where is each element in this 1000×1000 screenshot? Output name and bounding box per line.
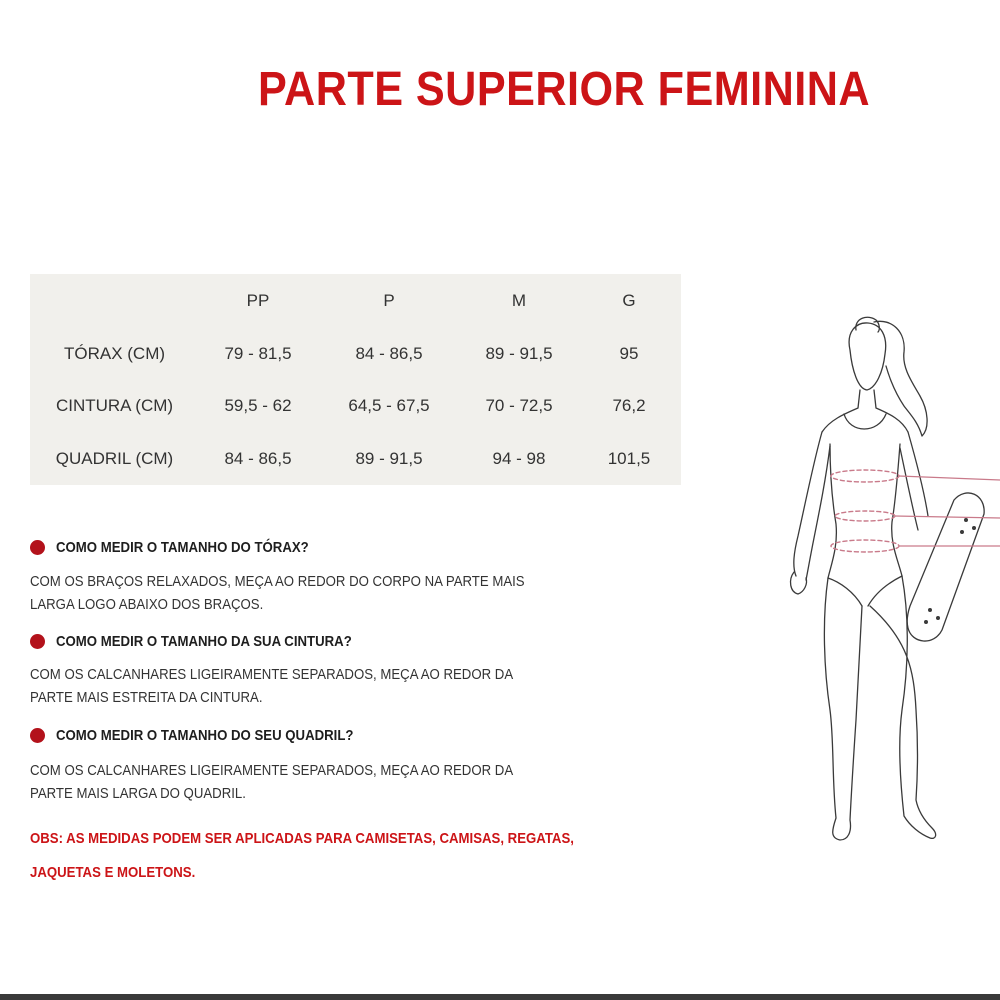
obs-line: OBS: AS MEDIDAS PODEM SER APLICADAS PARA CAMISETAS, CAMISAS, REGATAS, — [30, 830, 574, 847]
guide-question: COMO MEDIR O TAMANHO DA SUA CINTURA? — [56, 633, 352, 650]
guide-cintura-heading — [30, 633, 392, 650]
body-measurement-illustration — [770, 310, 1000, 850]
guide-answer-line: PARTE MAIS LARGA DO QUADRIL. — [30, 785, 246, 802]
left-leg — [824, 578, 862, 840]
measurement-lines — [831, 470, 899, 552]
ponytail — [874, 321, 927, 436]
size-header-p: P — [383, 290, 395, 310]
table-cell: 101,5 — [607, 448, 651, 468]
size-chart-table — [30, 274, 681, 485]
table-row — [30, 328, 681, 380]
skateboard-icon — [907, 493, 984, 641]
waist-measure-line — [835, 511, 895, 521]
chest-measure-line — [831, 470, 899, 482]
table-cell: 89 - 91,5 — [355, 448, 423, 468]
table-corner-cell — [30, 274, 199, 328]
table-cell: 84 - 86,5 — [355, 343, 423, 363]
guide-torax-answer — [30, 570, 576, 616]
guide-question: COMO MEDIR O TAMANHO DO SEU QUADRIL? — [56, 727, 354, 744]
guide-quadril-answer — [30, 759, 576, 805]
table-cell: 59,5 - 62 — [224, 396, 292, 416]
right-arm — [900, 432, 928, 530]
guide-answer-line: COM OS BRAÇOS RELAXADOS, MEÇA AO REDOR DO CORPO NA PARTE MAIS — [30, 573, 525, 590]
table-header-row — [30, 274, 681, 328]
size-header-m: M — [511, 290, 527, 310]
right-leg — [870, 576, 936, 838]
guide-answer-line: COM OS CALCANHARES LIGEIRAMENTE SEPARADOS, MEÇA AO REDOR DA — [30, 666, 514, 683]
size-header-pp: PP — [246, 290, 270, 310]
bottom-divider — [0, 994, 1000, 1000]
guide-answer-line: COM OS CALCANHARES LIGEIRAMENTE SEPARADOS, MEÇA AO REDOR DA — [30, 762, 514, 779]
table-cell: 84 - 86,5 — [224, 448, 292, 468]
size-header-g: G — [622, 290, 636, 310]
table-cell: 89 - 91,5 — [485, 343, 553, 363]
swimsuit-leg-right — [868, 576, 902, 606]
bullet-icon — [30, 634, 45, 649]
guide-question: COMO MEDIR O TAMANHO DO TÓRAX? — [56, 539, 309, 556]
page-title: PARTE SUPERIOR FEMININA — [258, 63, 870, 116]
table-cell: 76,2 — [612, 396, 646, 416]
bullet-icon — [30, 540, 45, 555]
obs-note — [30, 822, 646, 890]
left-arm — [794, 432, 830, 580]
swimsuit-leg-left — [828, 578, 862, 606]
guide-cintura-answer — [30, 663, 576, 709]
row-label-quadril: QUADRIL (CM) — [55, 448, 174, 468]
table-cell: 94 - 98 — [492, 448, 546, 468]
table-cell: 70 - 72,5 — [485, 396, 553, 416]
neck-shoulder-right — [874, 390, 908, 432]
left-hand — [791, 572, 807, 594]
obs-line: JAQUETAS E MOLETONS. — [30, 864, 196, 881]
guide-answer-line: LARGA LOGO ABAIXO DOS BRAÇOS. — [30, 596, 264, 613]
table-cell: 95 — [619, 343, 639, 363]
torso-right — [892, 444, 902, 576]
row-label-cintura: CINTURA (CM) — [55, 396, 174, 416]
swimsuit-neckline — [844, 414, 886, 429]
neck-shoulder-left — [822, 390, 860, 432]
head-outline — [849, 323, 886, 390]
table-row — [30, 380, 681, 432]
table-row — [30, 432, 681, 485]
guide-torax-heading — [30, 539, 343, 556]
guide-answer-line: PARTE MAIS ESTREITA DA CINTURA. — [30, 689, 263, 706]
table-cell: 64,5 - 67,5 — [348, 396, 430, 416]
torso-left — [828, 444, 836, 578]
table-cell: 79 - 81,5 — [224, 343, 292, 363]
hip-measure-line — [831, 540, 899, 552]
guide-quadril-heading — [30, 727, 394, 744]
row-label-torax: TÓRAX (CM) — [63, 343, 166, 363]
bullet-icon — [30, 728, 45, 743]
